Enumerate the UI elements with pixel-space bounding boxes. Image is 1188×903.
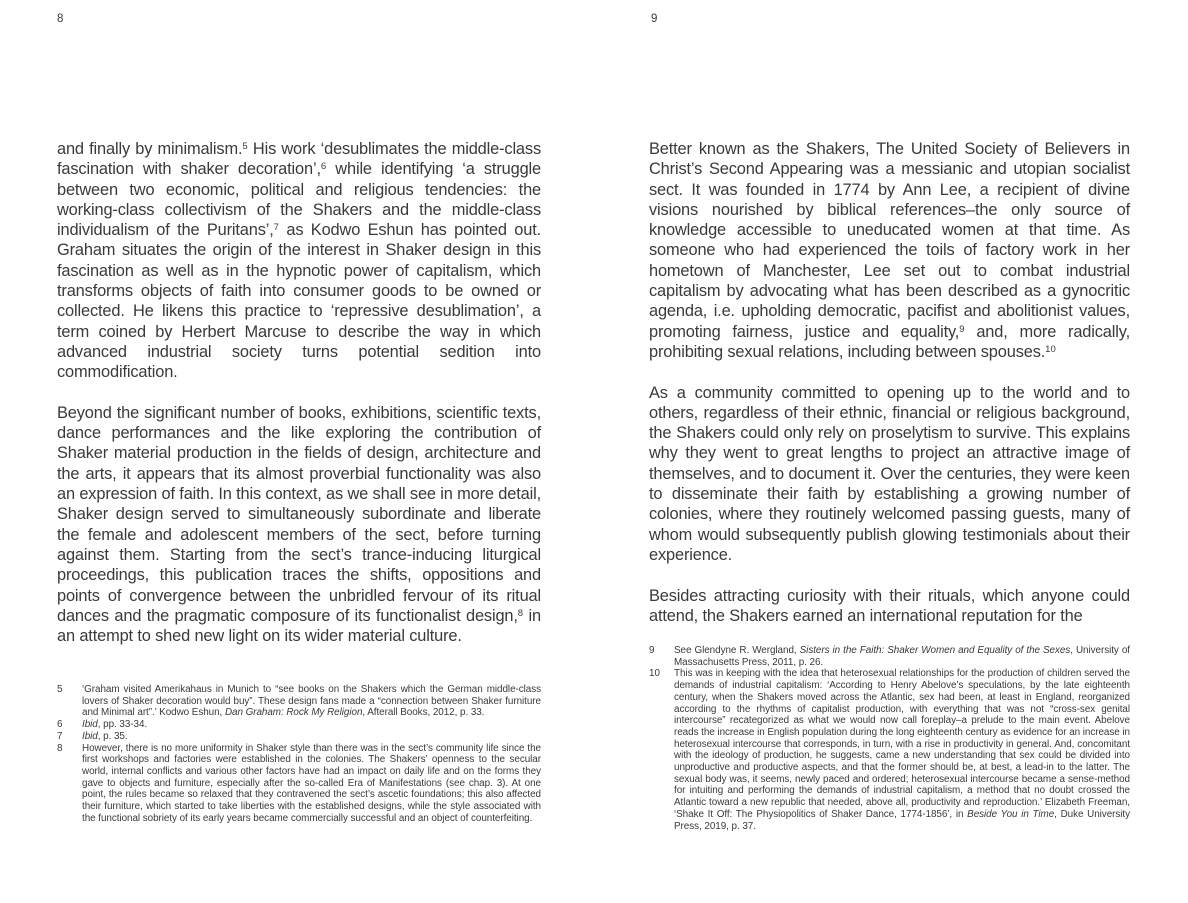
- footnote-text: Ibid, p. 35.: [82, 730, 128, 742]
- footnote: [649, 645, 1130, 668]
- footnote: [649, 668, 1130, 832]
- body-text-column: [57, 139, 541, 646]
- body-paragraph: Beyond the significant number of books, exhibitions, scientific texts, dance performances and the like exploring the contribution of Shaker material production in the fields of design, architecture and the arts, it appears that its almost proverbial functionality was also an expression of faith. In this context, as we shall see in more detail, Shaker design served to simultaneously subordinate and liberate the female and adolescent members of the sect, before turning against them. Starting from the sect’s trance-inducing liturgical proceedings, this publication traces the shifts, oppositions and points of convergence between the unbridled fervour of its ritual dances and the pragmatic composure of its functionalist design,$^8$ in an attempt to shed new light on its wider material culture.: [57, 403, 541, 646]
- footnote-number: 10: [649, 668, 660, 680]
- body-paragraph: and finally by minimalism.$^5$ His work ‘desublimates the middle-class fascination with shaker decoration’,$^6$ while identifying ‘a struggle between two economic, political and religious tendencies: the working-class collectivism of the Shakers and the middle-class individualism of the Puritans’,$^7$ as Kodwo Eshun has pointed out. Graham situates the origin of the interest in Shaker design in this fascination as well as in the hypnotic power of capitalism, which transforms objects of faith into consumer goods to be owned or collected. He likens this practice to ‘repressive desublimation’, a term coined by Herbert Marcuse to describe the way in which advanced industrial society turns potential sedition into commodification.: [57, 140, 542, 382]
- footnote: [57, 731, 541, 743]
- footnote-text: However, there is no more uniformity in Shaker style than there was in the sect’s community life since the first workshops and factories were established in the colonies. The Shakers’ openness to the secular world, internal conflicts and various other factors have had an impact on daily life and on the forms they gave to objects and furniture, especially after the so-called Era of Manifestations (see chap. 3). At one point, the rules became so relaxed that they contravened the sect’s ascetic foundations; this also affected their furniture, which started to take liberties with the established designs, while the style associated with the functional sobriety of its early years became commercially successful and an object of counterfeiting.: [82, 742, 541, 824]
- body-paragraph: Besides attracting curiosity with their rituals, which anyone could attend, the Shakers earned an international reputation for the: [649, 586, 1130, 625]
- footnote-number: 7: [57, 730, 63, 742]
- footnote-text: See Glendyne R. Wergland, Sisters in the Faith: Shaker Women and Equality of the Sexes, University of Massachusetts Press, 2011, p. 26.: [674, 645, 1130, 668]
- footnote-number: 6: [57, 719, 63, 731]
- body-text-column: [649, 139, 1130, 626]
- footnote: [57, 684, 541, 719]
- footnote-number: 5: [57, 684, 63, 695]
- page-number: 8: [57, 13, 64, 25]
- body-paragraph: Better known as the Shakers, The United Society of Believers in Christ’s Second Appearing was a messianic and utopian socialist sect. It was founded in 1774 by Ann Lee, a recipient of divine visions nourished by biblical references–the only source of knowledge accessible to uneducated women at that time. As someone who had experienced the toils of factory work in her hometown of Manchester, Lee set out to combat industrial capitalism by advocating what has been described as a gynocritic agenda, i.e. upholding democratic, pacifist and abolitionist values, promoting fairness, justice and equality,$^9$ and, more radically, prohibiting sexual relations, including between spouses.$^{10}$: [649, 140, 1130, 361]
- footnote-text: Ibid, pp. 33-34.: [82, 719, 148, 731]
- footnote-number: 8: [57, 742, 63, 754]
- footnotes-section: [57, 684, 541, 824]
- footnote: [57, 719, 541, 731]
- footnote-number: 9: [649, 645, 655, 656]
- footnote-text: ‘Graham visited Amerikahaus in Munich to “see books on the Shakers which the German middle-class lovers of Shaker decoration would buy”. These design fans made a “connection between Shaker furniture and Minimal art”.’ Kodwo Eshun, Dan Graham: Rock My Religion, Afterall Books, 2012, p. 33.: [82, 684, 541, 719]
- footnote-text: This was in keeping with the idea that heterosexual relationships for the production of children served the demands of industrial capitalism: ‘According to Henry Abelove’s speculations, by the late eighteenth century, when the Shakers moved across the Atlantic, sex had been, at least in England, reorganized according to the rhythms of capitalist production, with everything that was not “cross-sex genital intercourse” recategorized as what we would now call foreplay–a prelude to the main event. Abelove reads the increase in English population during the long eighteenth century as evidence for an increase in heterosexual intercourse that corresponds, in turn, with a rise in productivity in general. And, concomitant with the ideology of production, he suggests, came a new understanding that sex could be divided into unproductive and productive aspects, and that the former should be, at best, a lead-in to the latter. The sexual body was, it seems, newly paced and ordered; heterosexual intercourse became a sense-method for intuiting and performing the demands of industrial capitalism, a method that no doubt crossed the Atlantic toward a new republic that needed, above all, productivity and reproduction.’ Elizabeth Freeman, ‘Shake It Off: The Physiopolitics of Shaker Dance, 1774-1856’, in Beside You in Time, Duke University Press, 2019, p. 37.: [674, 668, 1130, 832]
- page-number: 9: [651, 13, 658, 25]
- body-paragraph: As a community committed to opening up to the world and to others, regardless of their ethnic, financial or religious background, the Shakers could only rely on proselytism to survive. This explains why they went to great lengths to project an attractive image of themselves, and to document it. Over the centuries, they were keen to disseminate their faith by establishing a growing number of colonies, where they routinely welcomed passing guests, many of whom would subsequently publish glowing testimonials about their experience.: [649, 383, 1130, 564]
- footnote: [57, 743, 541, 825]
- footnotes-section: [649, 645, 1130, 832]
